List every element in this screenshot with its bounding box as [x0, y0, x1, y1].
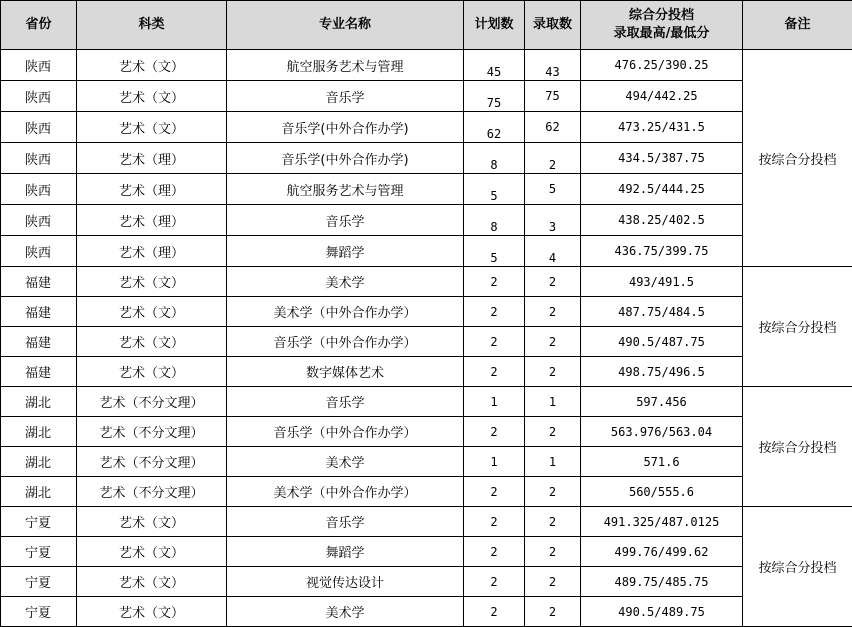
cell-score: 438.25/402.5 — [581, 205, 743, 236]
cell-plan: 2 — [464, 327, 525, 357]
cell-score: 563.976/563.04 — [581, 417, 743, 447]
cell-province: 陕西 — [1, 205, 77, 236]
cell-plan: 2 — [464, 597, 525, 627]
cell-province: 宁夏 — [1, 567, 77, 597]
header-admit: 录取数 — [525, 1, 581, 50]
cell-province: 陕西 — [1, 236, 77, 267]
cell-admit: 2 — [525, 267, 581, 297]
cell-score: 436.75/399.75 — [581, 236, 743, 267]
table-row — [1, 81, 852, 112]
cell-category: 艺术（文） — [77, 81, 227, 112]
cell-score: 499.76/499.62 — [581, 537, 743, 567]
cell-category: 艺术（文） — [77, 537, 227, 567]
cell-note: 按综合分投档 — [743, 507, 852, 627]
cell-score: 473.25/431.5 — [581, 112, 743, 143]
cell-admit: 2 — [525, 143, 581, 174]
cell-category: 艺术（理） — [77, 236, 227, 267]
cell-note: 按综合分投档 — [743, 267, 852, 387]
cell-score: 571.6 — [581, 447, 743, 477]
cell-province: 福建 — [1, 327, 77, 357]
cell-note: 按综合分投档 — [743, 50, 852, 267]
table-row — [1, 50, 852, 81]
cell-score: 476.25/390.25 — [581, 50, 743, 81]
cell-score: 498.75/496.5 — [581, 357, 743, 387]
cell-plan: 2 — [464, 507, 525, 537]
cell-plan: 1 — [464, 387, 525, 417]
cell-score: 493/491.5 — [581, 267, 743, 297]
cell-category: 艺术（理） — [77, 205, 227, 236]
cell-major: 视觉传达设计 — [227, 567, 464, 597]
cell-province: 宁夏 — [1, 597, 77, 627]
cell-major: 美术学 — [227, 447, 464, 477]
cell-plan: 8 — [464, 143, 525, 174]
cell-admit: 2 — [525, 567, 581, 597]
cell-plan: 8 — [464, 205, 525, 236]
header-row — [1, 1, 852, 50]
table-row — [1, 537, 852, 567]
header-province: 省份 — [1, 1, 77, 50]
cell-admit: 2 — [525, 417, 581, 447]
cell-score: 491.325/487.0125 — [581, 507, 743, 537]
cell-score: 487.75/484.5 — [581, 297, 743, 327]
header-note: 备注 — [743, 1, 852, 50]
cell-province: 陕西 — [1, 143, 77, 174]
cell-plan: 2 — [464, 477, 525, 507]
cell-admit: 4 — [525, 236, 581, 267]
cell-category: 艺术（不分文理） — [77, 417, 227, 447]
cell-admit: 2 — [525, 537, 581, 567]
cell-province: 宁夏 — [1, 507, 77, 537]
cell-score: 490.5/489.75 — [581, 597, 743, 627]
table-row — [1, 174, 852, 205]
table-body — [1, 50, 852, 627]
cell-category: 艺术（文） — [77, 50, 227, 81]
cell-plan: 2 — [464, 267, 525, 297]
cell-province: 陕西 — [1, 81, 77, 112]
cell-category: 艺术（理） — [77, 174, 227, 205]
table-row — [1, 267, 852, 297]
cell-admit: 2 — [525, 297, 581, 327]
cell-category: 艺术（文） — [77, 357, 227, 387]
cell-major: 音乐学 — [227, 387, 464, 417]
cell-major: 音乐学（中外合作办学） — [227, 417, 464, 447]
cell-admit: 5 — [525, 174, 581, 205]
cell-category: 艺术（文） — [77, 597, 227, 627]
cell-category: 艺术（文） — [77, 297, 227, 327]
cell-admit: 2 — [525, 597, 581, 627]
cell-major: 美术学 — [227, 267, 464, 297]
cell-plan: 2 — [464, 537, 525, 567]
cell-province: 湖北 — [1, 447, 77, 477]
cell-plan: 2 — [464, 417, 525, 447]
header-category: 科类 — [77, 1, 227, 50]
table-row — [1, 112, 852, 143]
cell-admit: 75 — [525, 81, 581, 112]
cell-score: 492.5/444.25 — [581, 174, 743, 205]
cell-plan: 75 — [464, 81, 525, 112]
cell-major: 音乐学(中外合作办学) — [227, 112, 464, 143]
cell-province: 湖北 — [1, 477, 77, 507]
header-score — [581, 1, 743, 50]
cell-category: 艺术（不分文理） — [77, 387, 227, 417]
cell-major: 舞蹈学 — [227, 537, 464, 567]
cell-score: 560/555.6 — [581, 477, 743, 507]
cell-major: 数字媒体艺术 — [227, 357, 464, 387]
cell-major: 音乐学 — [227, 81, 464, 112]
header-score-line1: 综合分投档 — [581, 7, 742, 25]
cell-major: 美术学（中外合作办学） — [227, 297, 464, 327]
cell-category: 艺术（文） — [77, 327, 227, 357]
header-score-line2: 录取最高/最低分 — [581, 25, 742, 43]
header-major: 专业名称 — [227, 1, 464, 50]
cell-score: 434.5/387.75 — [581, 143, 743, 174]
cell-province: 陕西 — [1, 174, 77, 205]
cell-admit: 1 — [525, 447, 581, 477]
cell-category: 艺术（不分文理） — [77, 447, 227, 477]
header-plan: 计划数 — [464, 1, 525, 50]
cell-plan: 5 — [464, 236, 525, 267]
cell-score: 490.5/487.75 — [581, 327, 743, 357]
cell-major: 音乐学 — [227, 507, 464, 537]
cell-major: 航空服务艺术与管理 — [227, 50, 464, 81]
table-row — [1, 327, 852, 357]
cell-score: 597.456 — [581, 387, 743, 417]
cell-admit: 2 — [525, 507, 581, 537]
table-row — [1, 567, 852, 597]
table-row — [1, 417, 852, 447]
cell-major: 音乐学 — [227, 205, 464, 236]
cell-major: 美术学 — [227, 597, 464, 627]
cell-admit: 2 — [525, 357, 581, 387]
cell-province: 陕西 — [1, 50, 77, 81]
cell-admit: 2 — [525, 477, 581, 507]
cell-category: 艺术（文） — [77, 567, 227, 597]
cell-province: 宁夏 — [1, 537, 77, 567]
cell-category: 艺术（理） — [77, 143, 227, 174]
cell-province: 湖北 — [1, 417, 77, 447]
cell-plan: 1 — [464, 447, 525, 477]
table-row — [1, 357, 852, 387]
cell-admit: 62 — [525, 112, 581, 143]
cell-plan: 2 — [464, 357, 525, 387]
cell-province: 福建 — [1, 297, 77, 327]
cell-score: 489.75/485.75 — [581, 567, 743, 597]
table-row — [1, 387, 852, 417]
cell-major: 美术学（中外合作办学） — [227, 477, 464, 507]
cell-plan: 2 — [464, 297, 525, 327]
cell-admit: 2 — [525, 327, 581, 357]
cell-province: 湖北 — [1, 387, 77, 417]
cell-plan: 5 — [464, 174, 525, 205]
table-row — [1, 205, 852, 236]
cell-province: 福建 — [1, 357, 77, 387]
cell-category: 艺术（文） — [77, 507, 227, 537]
table-row — [1, 236, 852, 267]
table-row — [1, 297, 852, 327]
table-row — [1, 477, 852, 507]
cell-plan: 2 — [464, 567, 525, 597]
cell-province: 陕西 — [1, 112, 77, 143]
cell-admit: 43 — [525, 50, 581, 81]
table-row — [1, 143, 852, 174]
cell-note: 按综合分投档 — [743, 387, 852, 507]
cell-major: 航空服务艺术与管理 — [227, 174, 464, 205]
cell-category: 艺术（不分文理） — [77, 477, 227, 507]
table-row — [1, 447, 852, 477]
cell-category: 艺术（文） — [77, 267, 227, 297]
table-row — [1, 507, 852, 537]
cell-major: 音乐学(中外合作办学) — [227, 143, 464, 174]
table-row — [1, 597, 852, 627]
cell-plan: 62 — [464, 112, 525, 143]
cell-plan: 45 — [464, 50, 525, 81]
cell-score: 494/442.25 — [581, 81, 743, 112]
cell-province: 福建 — [1, 267, 77, 297]
cell-admit: 3 — [525, 205, 581, 236]
cell-admit: 1 — [525, 387, 581, 417]
cell-category: 艺术（文） — [77, 112, 227, 143]
cell-major: 舞蹈学 — [227, 236, 464, 267]
cell-major: 音乐学（中外合作办学） — [227, 327, 464, 357]
